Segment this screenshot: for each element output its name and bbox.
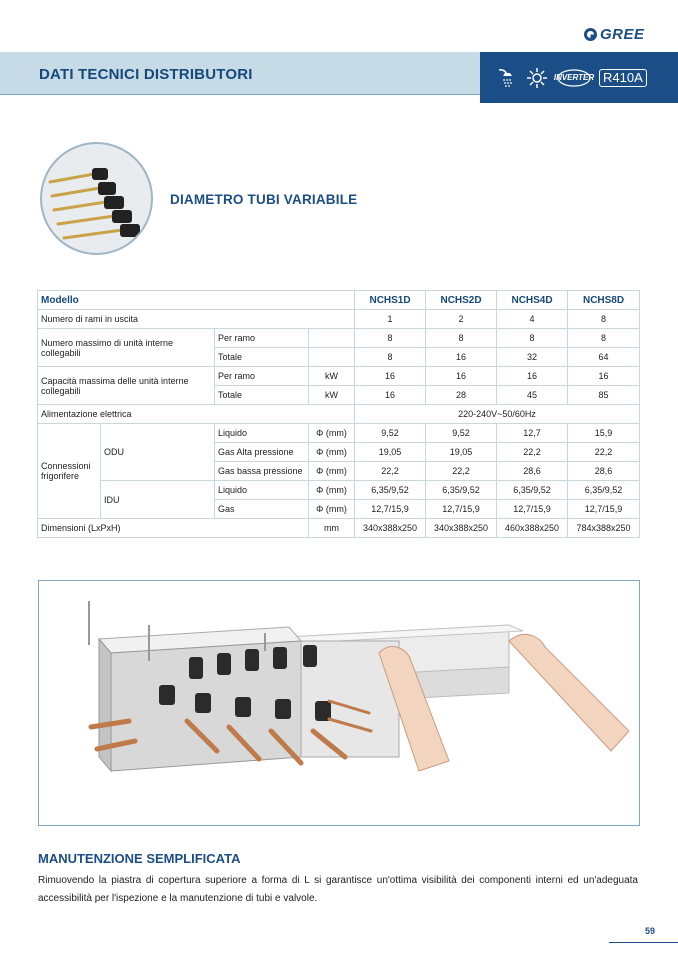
- model-name: NCHS8D: [568, 291, 640, 310]
- shower-icon: [496, 67, 518, 89]
- table-cell: 15,9: [568, 424, 640, 443]
- unit-cell: Φ (mm): [309, 481, 355, 500]
- unit-cell: Φ (mm): [309, 443, 355, 462]
- unit-cell: Φ (mm): [309, 500, 355, 519]
- sub-label: Liquido: [215, 424, 309, 443]
- table-cell: 28,6: [568, 462, 640, 481]
- sub-label: Per ramo: [215, 367, 309, 386]
- table-cell: 2: [426, 310, 497, 329]
- table-cell: 45: [497, 386, 568, 405]
- table-cell: 22,2: [426, 462, 497, 481]
- model-header: Modello: [38, 291, 355, 310]
- inverter-label: INVERTER: [553, 72, 595, 82]
- row-label: Alimentazione elettrica: [38, 405, 355, 424]
- table-cell: 16: [355, 367, 426, 386]
- unit-cell: mm: [309, 519, 355, 538]
- sub-label: Totale: [215, 348, 309, 367]
- table-cell: 12,7/15,9: [355, 500, 426, 519]
- row-label: Numero massimo di unità interne collegabili: [38, 329, 215, 367]
- logo-text: GREE: [600, 26, 645, 43]
- table-cell: 22,2: [568, 443, 640, 462]
- table-cell: 6,35/9,52: [355, 481, 426, 500]
- model-name: NCHS1D: [355, 291, 426, 310]
- unit-cell: Φ (mm): [309, 424, 355, 443]
- table-cell: 16: [568, 367, 640, 386]
- unit-cell: [309, 348, 355, 367]
- table-cell: 12,7/15,9: [568, 500, 640, 519]
- table-cell: 16: [497, 367, 568, 386]
- page-title: DATI TECNICI DISTRIBUTORI: [39, 66, 253, 83]
- table-cell: 12,7: [497, 424, 568, 443]
- table-cell: 8: [568, 329, 640, 348]
- feature-subtitle: DIAMETRO TUBI VARIABILE: [170, 192, 358, 207]
- group-label: IDU: [101, 481, 215, 519]
- unit-cell: [309, 329, 355, 348]
- table-row: [38, 424, 640, 443]
- table-cell: 16: [426, 367, 497, 386]
- table-cell: 12,7/15,9: [497, 500, 568, 519]
- table-cell: 6,35/9,52: [568, 481, 640, 500]
- unit-cell: kW: [309, 367, 355, 386]
- table-cell: 220-240V~50/60Hz: [355, 405, 640, 424]
- sub-label: Per ramo: [215, 329, 309, 348]
- table-cell: 16: [355, 386, 426, 405]
- sub-label: Gas: [215, 500, 309, 519]
- table-cell: 12,7/15,9: [426, 500, 497, 519]
- distributor-maintenance-illustration: [38, 580, 640, 826]
- table-cell: 460x388x250: [497, 519, 568, 538]
- table-cell: 28: [426, 386, 497, 405]
- table-cell: 32: [497, 348, 568, 367]
- table-cell: 8: [426, 329, 497, 348]
- table-cell: 6,35/9,52: [497, 481, 568, 500]
- table-cell: 340x388x250: [426, 519, 497, 538]
- unit-cell: kW: [309, 386, 355, 405]
- table-row: [38, 310, 640, 329]
- r410a-badge: R410A: [599, 69, 647, 87]
- table-cell: 16: [426, 348, 497, 367]
- model-name: NCHS2D: [426, 291, 497, 310]
- table-row: [38, 519, 640, 538]
- table-cell: 1: [355, 310, 426, 329]
- sub-label: Gas Alta pressione: [215, 443, 309, 462]
- table-cell: 64: [568, 348, 640, 367]
- group-label: ODU: [101, 424, 215, 481]
- table-row: [38, 367, 640, 386]
- table-cell: 9,52: [426, 424, 497, 443]
- table-cell: 85: [568, 386, 640, 405]
- table-cell: 784x388x250: [568, 519, 640, 538]
- table-row: [38, 329, 640, 348]
- unit-cell: Φ (mm): [309, 462, 355, 481]
- table-cell: 6,35/9,52: [426, 481, 497, 500]
- table-cell: 9,52: [355, 424, 426, 443]
- table-cell: 8: [355, 348, 426, 367]
- sub-label: Gas bassa pressione: [215, 462, 309, 481]
- page-number-rule: [609, 942, 678, 943]
- row-label: Numero di rami in uscita: [38, 310, 355, 329]
- table-cell: 340x388x250: [355, 519, 426, 538]
- maintenance-text: Rimuovendo la piastra di copertura superiore a forma di L si garantisce un'ottima visibilità dei componenti interni ed un'adeguata accessibilità per l'ispezione e la manutenzione di tubi e valvole.: [38, 875, 638, 904]
- model-name: NCHS4D: [497, 291, 568, 310]
- table-cell: 8: [355, 329, 426, 348]
- table-cell: 19,05: [355, 443, 426, 462]
- table-cell: 8: [568, 310, 640, 329]
- table-header-row: [38, 291, 640, 310]
- sub-label: Totale: [215, 386, 309, 405]
- table-cell: 22,2: [497, 443, 568, 462]
- page-number: 59: [645, 926, 656, 936]
- table-row: [38, 481, 640, 500]
- spec-table: [37, 290, 640, 538]
- table-cell: 19,05: [426, 443, 497, 462]
- gree-logo: [584, 26, 645, 43]
- gree-logo-mark-icon: [584, 28, 597, 41]
- sun-snowflake-icon: [525, 66, 549, 90]
- sub-label: Liquido: [215, 481, 309, 500]
- table-row: [38, 405, 640, 424]
- row-label: Dimensioni (LxPxH): [38, 519, 309, 538]
- row-label: Capacità massima delle unità interne collegabili: [38, 367, 215, 405]
- table-cell: 28,6: [497, 462, 568, 481]
- inverter-badge: [553, 66, 595, 90]
- feature-icons-bar: [480, 52, 678, 103]
- variable-tube-diameter-image: [40, 142, 153, 255]
- table-cell: 22,2: [355, 462, 426, 481]
- maintenance-title: MANUTENZIONE SEMPLIFICATA: [38, 851, 241, 866]
- table-cell: 8: [497, 329, 568, 348]
- table-cell: 4: [497, 310, 568, 329]
- row-label: Connessioni frigorifere: [38, 424, 101, 519]
